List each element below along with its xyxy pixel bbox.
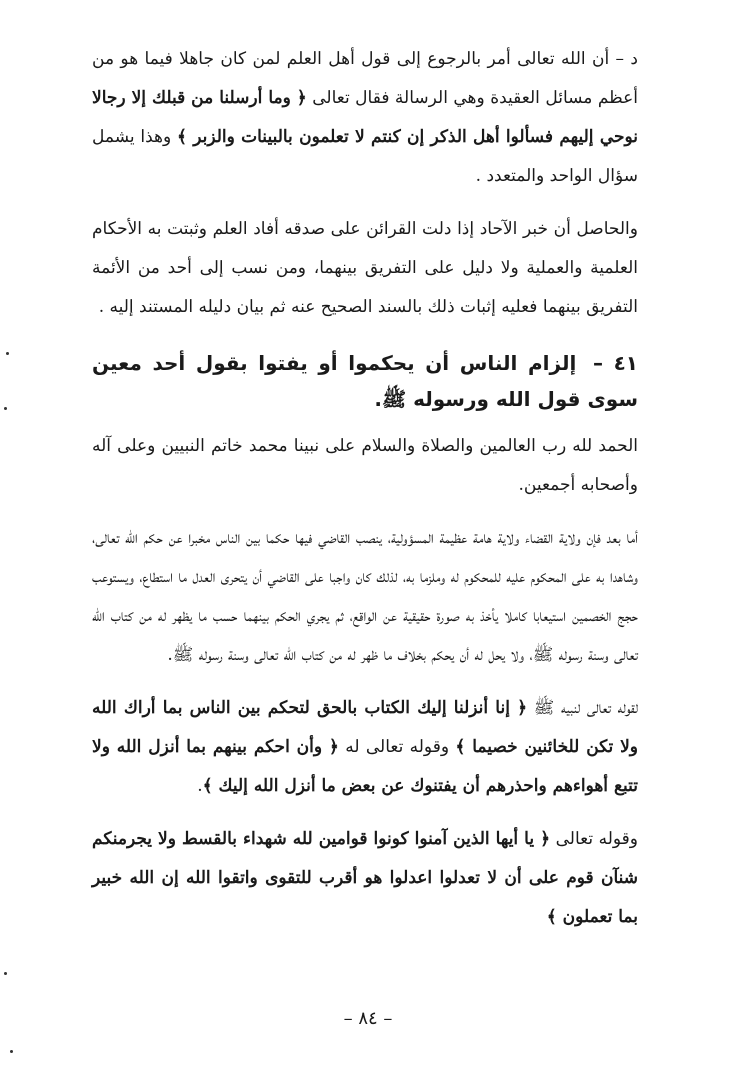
scan-speck: [4, 407, 7, 410]
paragraph-middle: وقوله تعالى له: [345, 737, 450, 757]
page-body: [92, 40, 638, 951]
quran-quote: ﴿ إنا أنزلنا إليك الكتاب بالحق لتحكم بين الناس بما أراك الله ولا تكن للخائنين خصيما ﴾: [92, 698, 639, 757]
section-title: إلزام الناس أن يحكموا أو يفتوا بقول أحد معين سوى قول الله ورسوله ﷺ.: [92, 351, 638, 411]
paragraph-justice-verse: [92, 820, 638, 937]
paragraph-evidence-verses: [92, 689, 638, 806]
paragraph-opening-praise: الحمد لله رب العالمين والصلاة والسلام على نبينا محمد خاتم النبيين وعلى آله وأصحابه أجمعين.: [92, 436, 638, 495]
section-heading: [92, 345, 638, 417]
quran-quote: ﴿ وأن احكم بينهم بما أنزل الله ولا تتبع أهواءهم واحذرهم أن يفتنوك عن بعض ما أنزل الله إليك ﴾: [92, 737, 638, 796]
scan-speck: [4, 972, 7, 975]
quran-quote: ﴿ يا أيها الذين آمنوا كونوا قوامين لله شهداء بالقسط ولا يجرمنكم شنآن قوم على أن لا تعدلوا اعدلوا هو أقرب للتقوى واتقوا الله إن الله خبير بما تعملون ﴾: [92, 829, 638, 927]
paragraph-intro: لقوله تعالى لنبيه ﷺ: [533, 698, 638, 718]
paragraph-intro: وقوله تعالى: [555, 829, 638, 849]
paragraph-asking-scholars: [92, 40, 638, 196]
scan-speck: [6, 352, 9, 355]
paragraph-judiciary: أما بعد فإن ولاية القضاء ولاية هامة عظيمة المسؤولية، ينصب القاضي فيها حكما بين الناس مخبرا عن حكم الله تعالى، وشاهدا به على المحكوم عليه للمحكوم له وملزما به، لذلك كان واجبا على القاضي أن يتحرى العدل ما استطاع، ويستوعب حجج الخصمين استيعابا كاملا يأخذ به صورة حقيقية عن الواقع، ثم يجري الحكم بينهما حسب ما يظهر له من كتاب الله تعالى وسنة رسوله ﷺ، ولا يحل له أن يحكم بخلاف ما ظهر له من كتاب الله تعالى وسنة رسوله ﷺ.: [92, 528, 638, 665]
page-number: – ٨٤ –: [343, 1008, 393, 1029]
quran-quote: ﴿ وما أرسلنا من قبلك إلا رجالا نوحي إليهم فسألوا أهل الذكر إن كنتم لا تعلمون بالبينات والزبر ﴾: [92, 88, 639, 147]
paragraph-intro: د – أن الله تعالى أمر بالرجوع إلى قول أهل العلم لمن كان جاهلا فيما هو من أعظم مسائل العقيدة وهي الرسالة فقال تعالى: [92, 49, 638, 108]
section-number: ٤١ –: [592, 351, 639, 375]
paragraph-outro: .: [197, 776, 203, 796]
scan-speck: [10, 1050, 13, 1053]
paragraph-outro: وهذا يشمل سؤال الواحد والمتعدد .: [92, 127, 638, 186]
paragraph-conclusion: والحاصل أن خبر الآحاد إذا دلت القرائن على صدقه أفاد العلم وثبتت به الأحكام العلمية والعملية ولا دليل على التفريق بينهما، ومن نسب إلى أحد من الأئمة التفريق بينهما فعليه إثبات ذلك بالسند الصحيح عنه ثم بيان دليله المستند إليه .: [92, 219, 638, 317]
